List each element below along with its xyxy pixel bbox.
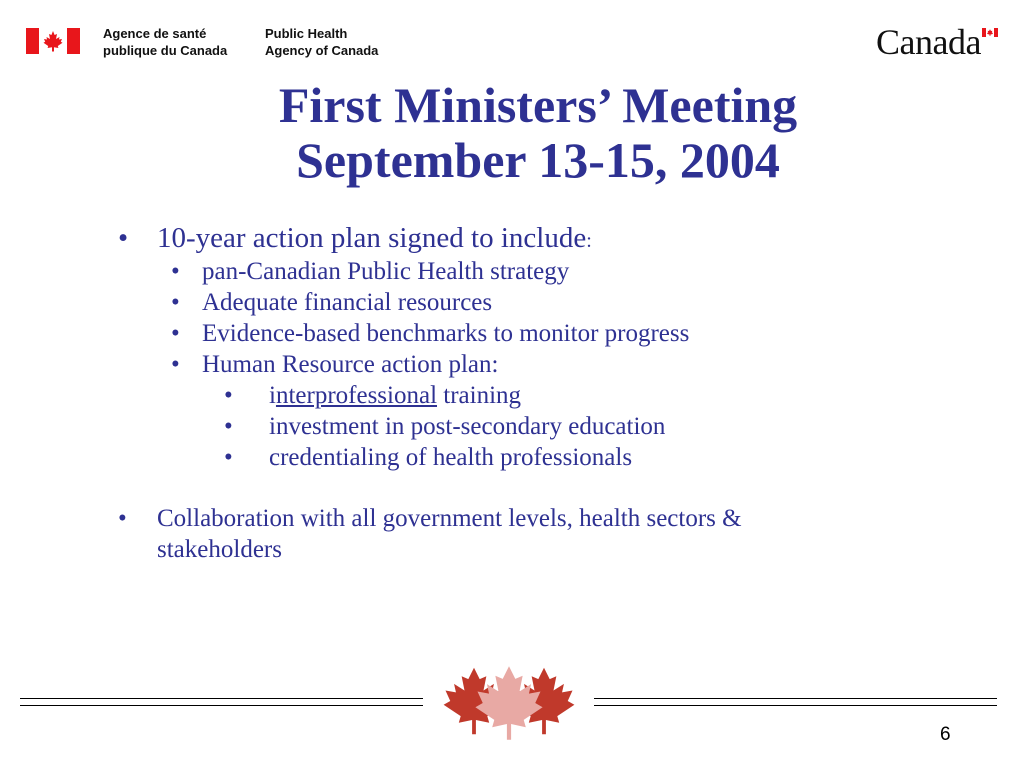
bullet-item-collaboration-line-2: stakeholders (157, 536, 282, 563)
department-fr-line-1: Agence de santé (103, 26, 207, 41)
bullet-marker: • (224, 444, 233, 471)
bullet-marker: • (224, 413, 233, 440)
sub-bullet-item: Human Resource action plan: (202, 351, 499, 378)
bullet-item-collaboration-line-1: Collaboration with all government levels, health sectors & (157, 505, 742, 532)
hr-bullet-item: credentialing of health professionals (269, 444, 633, 471)
bullet-marker: • (171, 258, 180, 285)
title-line-1: First Ministers’ Meeting (278, 77, 798, 133)
department-fr-line-2: publique du Canada (103, 43, 228, 58)
footer-rule-left-top (20, 698, 423, 699)
page-number: 6 (940, 724, 951, 745)
bullet-marker: • (171, 320, 180, 347)
sub-bullet-item: pan-Canadian Public Health strategy (202, 258, 570, 285)
department-en-line-2: Agency of Canada (265, 43, 379, 58)
bullet-colon: : (586, 230, 592, 252)
hr-item-underlined: nterprofessional (275, 382, 438, 409)
maple-leaves-logo (436, 660, 582, 740)
bullet-marker: • (118, 222, 129, 254)
sub-bullet-item: Evidence-based benchmarks to monitor progress (202, 320, 690, 347)
bullet-marker: • (171, 351, 180, 378)
hr-bullet-item (269, 380, 521, 411)
sub-bullet-item: Adequate financial resources (202, 289, 493, 316)
bullet-marker: • (171, 289, 180, 316)
hr-item-prefix: i (269, 382, 276, 409)
canada-wordmark-text: Canada (876, 22, 981, 62)
hr-item-rest: training (437, 382, 522, 409)
bullet-marker: • (224, 382, 233, 409)
title-line-2: September 13-15, 2004 (296, 132, 780, 188)
bullet-item-action-plan (157, 223, 592, 257)
hr-bullet-item: investment in post-secondary education (269, 413, 666, 440)
footer-rule-right-top (594, 698, 997, 699)
bullet-text: 10-year action plan signed to include (157, 222, 587, 254)
footer-rule-right-bottom (594, 705, 997, 706)
bullet-marker: • (118, 505, 127, 532)
department-en-line-1: Public Health (265, 26, 348, 41)
footer-rule-left-bottom (20, 705, 423, 706)
